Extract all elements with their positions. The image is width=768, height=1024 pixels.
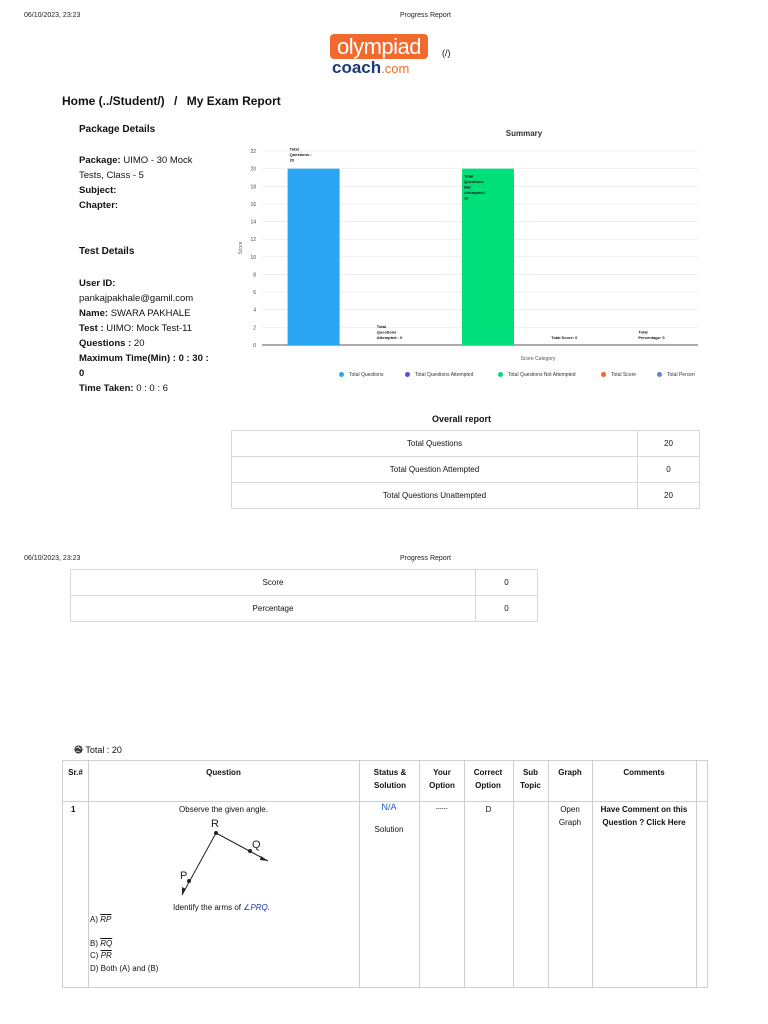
option-a-label: A)	[90, 915, 98, 924]
figure-label-p: P	[180, 870, 188, 882]
header-your-option: Your Option	[429, 768, 455, 790]
overall-value: 0	[638, 457, 700, 483]
chart-xlabel: Score Category	[520, 356, 556, 362]
package-value: UIMO - 30 Mock Tests, Class - 5	[79, 155, 193, 181]
prompt-text: Identify the arms of	[173, 903, 242, 912]
table-row	[232, 457, 700, 483]
question-text: Observe the given angle.	[179, 805, 268, 814]
overall-label: Total Question Attempted	[232, 457, 638, 483]
header-graph: Graph	[558, 768, 582, 777]
legend-item-2[interactable]	[498, 372, 576, 378]
total-text: Total : 20	[85, 745, 122, 755]
question-table	[62, 760, 708, 988]
option-c	[90, 949, 112, 962]
legend-dot-icon	[601, 372, 606, 377]
y-tick-label: 18	[250, 184, 256, 191]
table-row	[232, 483, 700, 509]
chapter-label: Chapter:	[79, 200, 119, 211]
logo-link[interactable]: (/)	[442, 48, 451, 58]
olympiad-logo[interactable]	[330, 34, 428, 59]
solution-link[interactable]: Solution	[374, 825, 404, 834]
option-a	[90, 913, 111, 926]
y-tick-label: 14	[250, 219, 256, 226]
print-datetime-2: 06/10/2023, 23:23	[24, 555, 81, 562]
overall-value: 20	[638, 483, 700, 509]
overall-table	[231, 430, 700, 509]
breadcrumb-home[interactable]: Home (../Student/)	[62, 94, 165, 108]
legend-item-1[interactable]	[405, 372, 473, 378]
package-details	[79, 153, 214, 213]
y-tick-label: 12	[250, 237, 256, 244]
legend-dot-icon	[498, 372, 503, 377]
name-value: SWARA PAKHALE	[110, 308, 191, 319]
score-value: 0	[476, 570, 538, 596]
breadcrumb-current: My Exam Report	[186, 94, 281, 108]
option-d: D) Both (A) and (B)	[90, 964, 159, 973]
header-sub-topic: Sub Topic	[520, 768, 541, 790]
print-title-2: Progress Report	[400, 555, 451, 562]
figure-label-r: R	[211, 818, 219, 830]
header-question: Question	[206, 768, 241, 777]
breadcrumb-sep: /	[174, 94, 178, 108]
legend-label: Total Score	[611, 372, 637, 378]
user-label: User ID:	[79, 278, 116, 289]
score-label: Score	[71, 570, 476, 596]
data-label-3: Total Score: 0	[551, 335, 578, 340]
user-value: pankajpakhale@gamil.com	[79, 293, 194, 304]
legend-label: Total Questions	[349, 372, 384, 378]
data-label-2: Total Questions Not Attempted : 20	[464, 173, 487, 201]
chart-ylabel: Score	[238, 241, 244, 255]
y-tick-label: 4	[253, 307, 256, 314]
data-label-0: Total Questions : 20	[289, 146, 312, 163]
globe-icon	[74, 745, 83, 754]
y-tick-label: 20	[250, 166, 256, 173]
overall-heading: Overall report	[432, 414, 492, 424]
legend-label: Total Questions Attempted	[415, 372, 474, 378]
overall-label: Total Questions Unattempted	[232, 483, 638, 509]
test-details	[79, 276, 214, 396]
figure-label-q: Q	[252, 839, 261, 851]
your-option-value: ------	[435, 806, 448, 812]
table-row	[71, 596, 538, 622]
header-correct-option: Correct Option	[473, 768, 503, 790]
print-title: Progress Report	[400, 12, 451, 19]
package-label: Package:	[79, 155, 121, 166]
package-heading: Package Details	[79, 124, 156, 135]
question-prompt	[173, 901, 270, 914]
comment-link[interactable]: Have Comment on this Question ? Click Here	[600, 805, 688, 827]
legend-dot-icon	[657, 372, 662, 377]
max-time: Maximum Time(Min) : 0 : 30 : 0	[79, 353, 209, 379]
data-label-1: Total Questions Attempted : 0	[376, 324, 403, 340]
prompt-angle: ∠PRQ.	[243, 903, 270, 912]
breadcrumb	[62, 94, 281, 108]
bar-0[interactable]	[288, 169, 340, 345]
header-status: Status & Solution	[373, 768, 407, 790]
name-label: Name:	[79, 308, 109, 319]
header-sr: Sr.#	[68, 768, 83, 777]
logo-bottom-text: coach	[332, 58, 382, 77]
taken-value: 0 : 0 : 6	[136, 383, 168, 394]
subject-label: Subject:	[79, 185, 117, 196]
option-c-vector: $\overline{PR}$	[100, 951, 112, 960]
legend-item-3[interactable]	[601, 372, 636, 378]
test-value: UIMO: Mock Test-11	[106, 323, 192, 334]
option-a-vector: $\overline{RP}$	[100, 915, 112, 924]
logo-suffix: .com	[381, 61, 410, 76]
y-tick-label: 6	[253, 290, 256, 297]
legend-label: Total Questions Not Attempted	[508, 372, 576, 378]
overall-label: Total Questions	[232, 431, 638, 457]
y-tick-label: 16	[250, 201, 256, 208]
y-tick-label: 8	[253, 272, 256, 279]
y-tick-label: 0	[253, 343, 256, 349]
percentage-label: Percentage	[71, 596, 476, 622]
open-graph-link[interactable]: Open Graph	[558, 805, 582, 827]
questions-label: Questions :	[79, 338, 132, 349]
taken-label: Time Taken:	[79, 383, 134, 394]
chart-title: Summary	[505, 129, 543, 138]
y-tick-label: 2	[253, 325, 256, 332]
option-b-vector: $\overline{RQ}$	[100, 939, 113, 948]
correct-option-value: D	[485, 805, 492, 814]
total-count	[74, 745, 122, 755]
angle-figure	[168, 813, 278, 903]
legend-item-4[interactable]	[657, 372, 698, 378]
logo-sub	[332, 58, 409, 78]
summary-chart	[230, 120, 710, 390]
row-sr: 1	[71, 805, 76, 814]
legend-dot-icon	[339, 372, 344, 377]
y-tick-label: 22	[250, 149, 256, 155]
table-row	[71, 570, 538, 596]
header-comments: Comments	[623, 768, 665, 777]
print-datetime: 06/10/2023, 23:23	[24, 12, 81, 19]
test-label: Test :	[79, 323, 104, 334]
logo-top-text: olympiad	[336, 34, 422, 59]
questions-value: 20	[133, 338, 145, 349]
table-row	[232, 431, 700, 457]
percentage-value: 0	[476, 596, 538, 622]
test-heading: Test Details	[79, 246, 135, 257]
legend-label: Total Percen	[667, 372, 695, 378]
y-tick-label: 10	[250, 254, 256, 261]
data-label-4: Total Percentage: 0	[638, 329, 665, 340]
legend-item-0[interactable]	[339, 372, 383, 378]
score-table	[70, 569, 538, 622]
status-value: N/A	[381, 802, 397, 812]
overall-value: 20	[638, 431, 700, 457]
option-c-label: C)	[90, 951, 99, 960]
option-b-label: B)	[90, 939, 98, 948]
legend-dot-icon	[405, 372, 410, 377]
